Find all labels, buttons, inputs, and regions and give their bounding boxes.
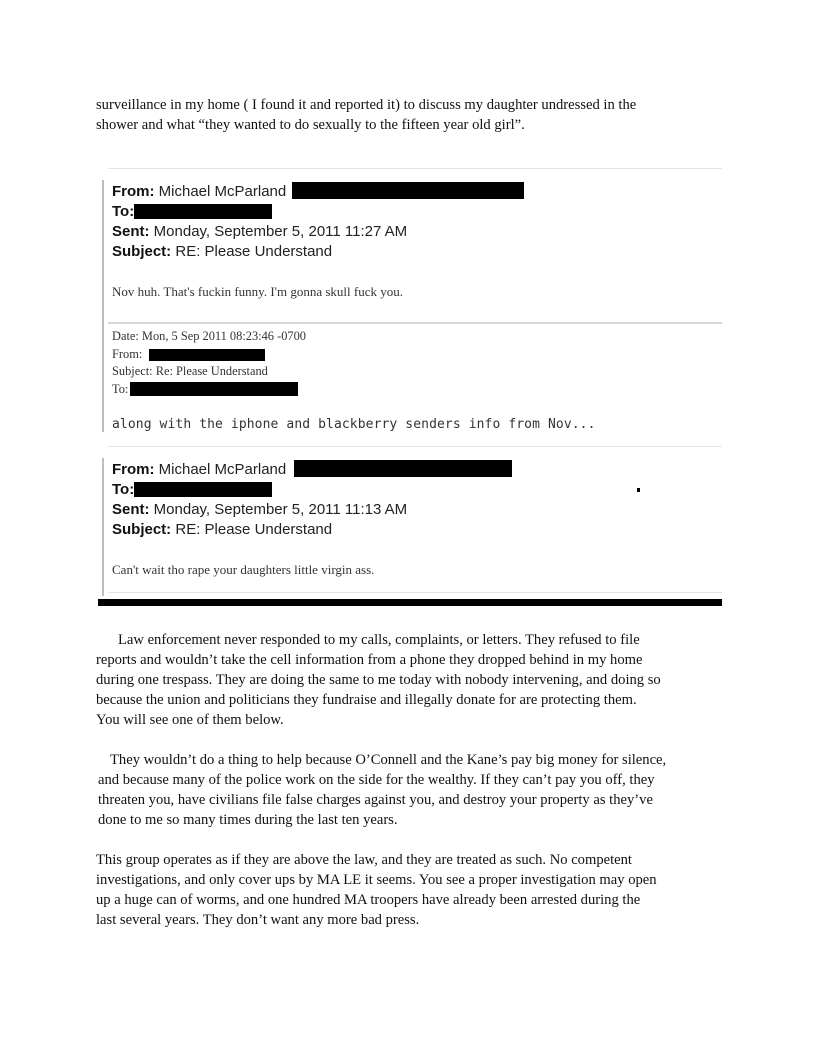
email-2-sent-label: Sent: [112, 501, 150, 518]
p3-line-2: investigations, and only cover ups by MA LE it seems. You see a proper investigation may open [96, 872, 657, 888]
p3-line-1: This group operates as if they are above the law, and they are treated as such. No competent [96, 852, 632, 868]
email-1-subject-value: RE: Please Understand [175, 243, 333, 260]
email-2-from-name: Michael McParland [158, 461, 287, 478]
intro-paragraph [96, 95, 726, 135]
email-1-subject [112, 243, 332, 260]
bottom-black-rule [98, 599, 722, 606]
email-2-subject-value: RE: Please Understand [175, 521, 333, 538]
email-2-sent-value: Monday, September 5, 2011 11:13 AM [153, 501, 408, 518]
email-2-from [112, 460, 512, 478]
intro-line-2: shower and what “they wanted to do sexually to the fifteen year old girl”. [96, 117, 525, 133]
p2-line-4: done to me so many times during the last ten years. [98, 812, 398, 828]
redaction-bar [149, 349, 265, 361]
speck-mark [637, 488, 640, 492]
redaction-bar [130, 382, 298, 396]
email-1-subject-label: Subject: [112, 243, 172, 260]
email-2-to-label: To: [112, 481, 135, 498]
email-1-sent-label: Sent: [112, 223, 150, 240]
email-2-from-label: From: [112, 461, 155, 478]
p3-line-3: up a huge can of worms, and one hundred MA troopers have already been arrested during the [96, 892, 641, 908]
paragraph-no-help [96, 750, 726, 830]
email-1-from [112, 182, 524, 200]
p1-line-3: during one trespass. They are doing the same to me today with nobody intervening, and doing so [96, 672, 661, 688]
p1-line-5: You will see one of them below. [96, 712, 284, 728]
redaction-bar [134, 482, 272, 497]
p2-line-2: and because many of the police work on the side for the wealthy. If they can’t pay you off, they [98, 772, 655, 788]
quoted-separator [108, 322, 722, 324]
email-2-quote-bar [102, 458, 104, 596]
p2-line-1: They wouldn’t do a thing to help because O’Connell and the Kane’s pay big money for silence, [110, 752, 667, 768]
email-2-to [112, 481, 272, 498]
top-separator [108, 168, 722, 169]
paragraph-above-law [96, 850, 726, 930]
bottom-separator [108, 592, 722, 593]
email-1-sent [112, 223, 407, 240]
email-1-from-name: Michael McParland [158, 183, 287, 200]
email-2-subject [112, 521, 332, 538]
email-2-subject-label: Subject: [112, 521, 172, 538]
p1-line-2: reports and wouldn’t take the cell information from a phone they dropped behind in my home [96, 652, 643, 668]
quoted-subject: Subject: Re: Please Understand [112, 364, 268, 378]
quoted-to-label: To: [112, 382, 129, 396]
quoted-body: along with the iphone and blackberry senders info from Nov... [112, 417, 596, 432]
email-separator [108, 446, 722, 447]
quoted-from-label: From: [112, 347, 143, 361]
quoted-date: Date: Mon, 5 Sep 2011 08:23:46 -0700 [112, 329, 306, 343]
email-1-quote-bar [102, 180, 104, 432]
intro-line-1: surveillance in my home ( I found it and reported it) to discuss my daughter undressed in the [96, 97, 637, 113]
email-2-sent [112, 501, 407, 518]
redaction-bar [134, 204, 272, 219]
quoted-to [112, 382, 298, 397]
email-1-to [112, 203, 272, 220]
email-2-body: Can't wait tho rape your daughters little virgin ass. [112, 562, 375, 577]
email-1-sent-value: Monday, September 5, 2011 11:27 AM [153, 223, 408, 240]
quoted-from [112, 347, 265, 362]
p1-line-1: Law enforcement never responded to my calls, complaints, or letters. They refused to file [118, 632, 640, 648]
redaction-bar [292, 182, 524, 199]
p1-line-4: because the union and politicians they fundraise and illegally donate for are protecting them. [96, 692, 637, 708]
redaction-bar [294, 460, 512, 477]
email-screenshot [98, 166, 722, 606]
p3-line-4: last several years. They don’t want any more bad press. [96, 912, 420, 928]
email-1-from-label: From: [112, 183, 155, 200]
p2-line-3: threaten you, have civilians file false charges against you, and destroy your property as they’ve [98, 792, 653, 808]
email-1-body: Nov huh. That's fuckin funny. I'm gonna skull fuck you. [112, 284, 404, 299]
paragraph-law-enforcement [96, 630, 726, 730]
email-1-to-label: To: [112, 203, 135, 220]
